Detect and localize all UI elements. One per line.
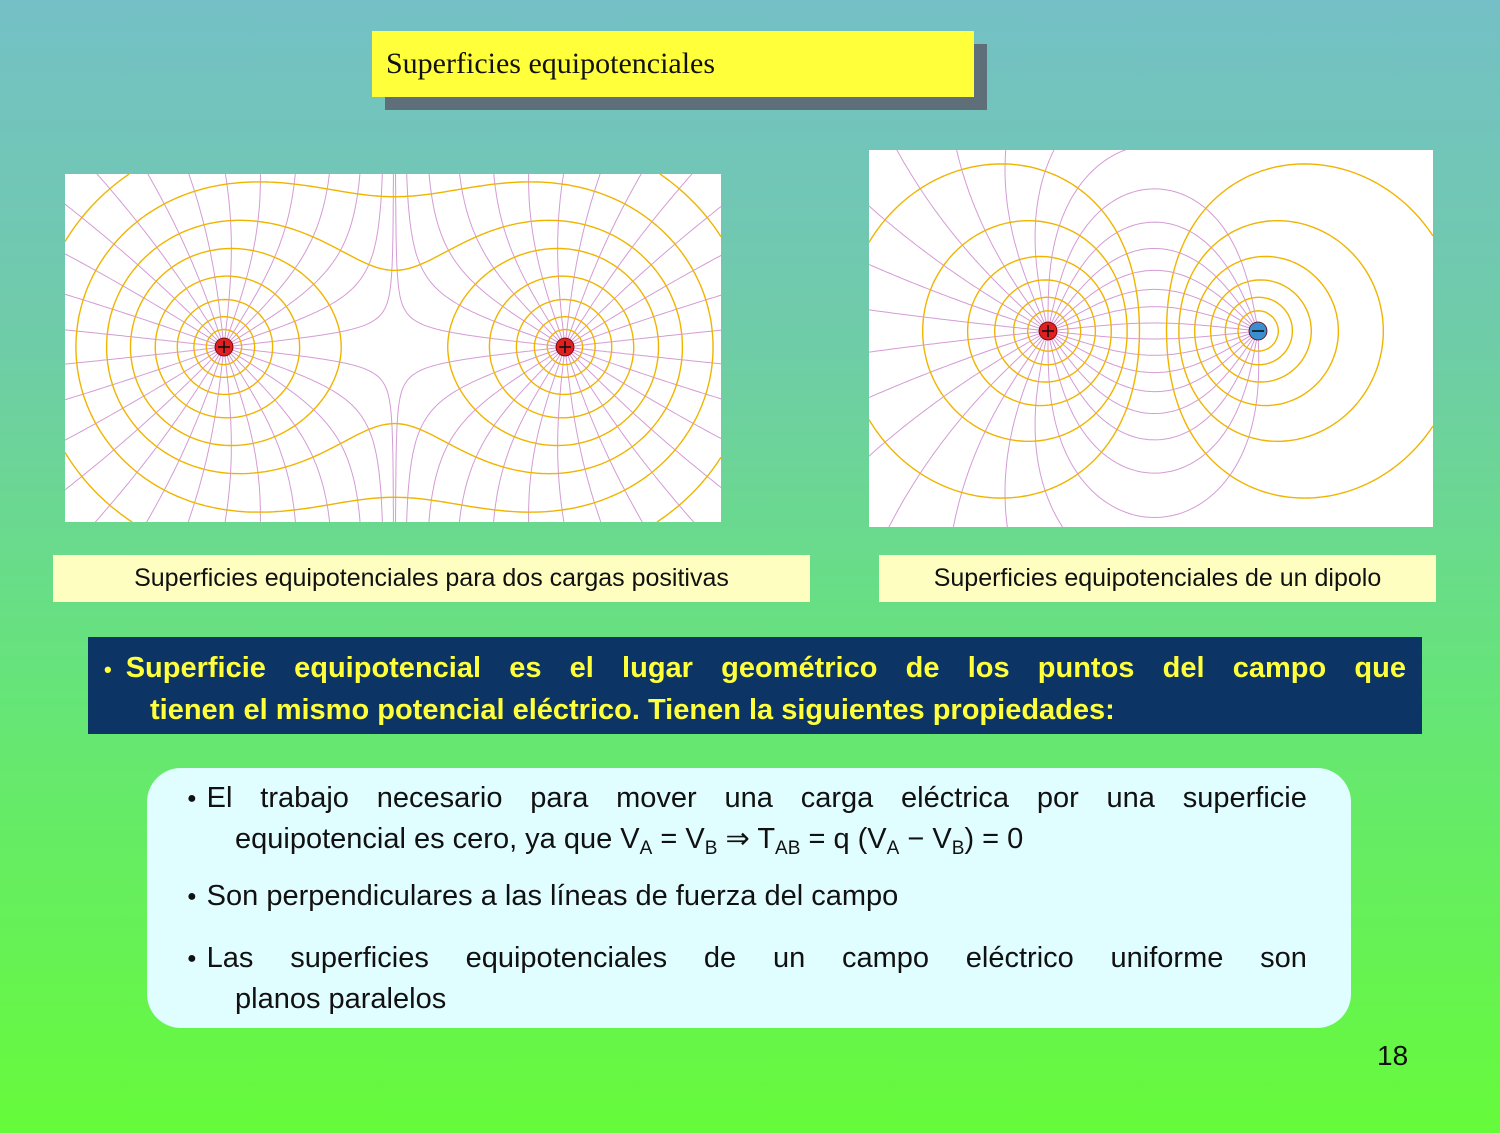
- field-line: [894, 150, 1043, 327]
- field-line: [224, 353, 232, 522]
- field-line: [459, 351, 561, 522]
- field-line: [429, 350, 560, 522]
- definition-word: campo: [1232, 652, 1327, 684]
- field-line: [1054, 307, 1255, 330]
- two-positive-charges-svg: [65, 174, 721, 522]
- field-line: [1049, 335, 1257, 473]
- equipotential-line: [869, 164, 1140, 498]
- left-caption-text: Superficies equipotenciales para dos cargas positivas: [134, 564, 729, 592]
- property-1-word: una: [724, 782, 773, 814]
- field-line: [1054, 331, 1254, 339]
- property-bullet: ●: [187, 950, 197, 968]
- field-line: [92, 174, 220, 342]
- equipotential-line: [194, 317, 595, 378]
- property-3-word: Las: [206, 942, 254, 974]
- equipotential-line: [1179, 221, 1383, 442]
- definition-word: que: [1354, 652, 1406, 684]
- equipotential-line: [76, 182, 713, 512]
- property-1-word: por: [1036, 782, 1079, 814]
- field-line: [1052, 249, 1257, 329]
- definition-word: puntos: [1037, 652, 1135, 684]
- equipotential-line: [177, 300, 611, 395]
- definition-line-1: [104, 648, 1406, 690]
- field-line: [558, 353, 566, 522]
- equipotential-line: [1167, 164, 1434, 498]
- property-3-line-2: planos paralelos: [235, 983, 447, 1016]
- field-line: [1052, 333, 1257, 413]
- field-line: [886, 335, 1044, 527]
- property-bullet: ●: [187, 790, 197, 808]
- property-1-word: eléctrica: [901, 782, 1010, 814]
- dipole-diagram: [869, 150, 1433, 527]
- property-perpendicular: ● Son perpendiculares a las líneas de fuerza del campo: [187, 876, 1307, 917]
- definition-word: equipotencial: [294, 652, 482, 684]
- property-3-line-1: [187, 938, 1307, 979]
- left-figure-caption: [53, 555, 810, 602]
- definition-line-2: tienen el mismo potencial eléctrico. Tienen la siguientes propiedades:: [150, 694, 1115, 726]
- field-line: [869, 200, 1043, 328]
- field-line: [569, 201, 721, 343]
- definition-word: geométrico: [721, 652, 878, 684]
- equipotential-line: [923, 221, 1127, 442]
- right-caption-text: Superficies equipotenciales de un dipolo: [933, 564, 1382, 592]
- field-line: [429, 174, 560, 344]
- property-1-word: mover: [616, 782, 697, 814]
- definition-word: los: [967, 652, 1010, 684]
- field-line: [396, 174, 559, 346]
- equipotential-line: [206, 329, 582, 364]
- definition-box: [88, 637, 1422, 734]
- two-positive-charges-diagram: [65, 174, 721, 522]
- property-3-word: equipotenciales: [465, 942, 668, 974]
- field-line: [230, 174, 393, 346]
- property-1-line-1: [187, 778, 1307, 819]
- property-1-word: necesario: [376, 782, 503, 814]
- property-1-lead: [187, 778, 232, 819]
- field-line: [407, 174, 560, 345]
- field-line: [869, 334, 1043, 462]
- property-1-line-2: equipotencial es cero, ya que $V_A = V_B$ ⇒ $T_{AB} = q$ $(V_A - V_B) = 0$: [235, 823, 1024, 860]
- field-line: [568, 174, 696, 342]
- field-line: [1049, 189, 1257, 327]
- definition-word: del: [1162, 652, 1205, 684]
- field-line: [144, 174, 223, 341]
- field-line: [406, 349, 559, 522]
- field-line: [567, 353, 646, 522]
- property-work-zero: [187, 778, 1307, 859]
- field-line: [65, 199, 220, 343]
- slide-title-text: Superficies equipotenciales: [386, 47, 716, 80]
- property-3-word: un: [772, 942, 806, 974]
- property-1-word: superficie: [1182, 782, 1307, 814]
- field-line: [65, 350, 219, 444]
- field-line: [1054, 332, 1255, 355]
- property-bullet: ●: [187, 888, 197, 906]
- properties-box: [147, 768, 1351, 1028]
- property-1-word: trabajo: [260, 782, 349, 814]
- property-3-word: de: [703, 942, 737, 974]
- definition-bullet: •: [104, 657, 112, 682]
- property-uniform-field: [187, 938, 1307, 1019]
- definition-word: lugar: [622, 652, 693, 684]
- field-line: [228, 174, 330, 343]
- field-line: [567, 174, 646, 341]
- field-line: [396, 348, 559, 522]
- property-3-word: eléctrico: [965, 942, 1074, 974]
- property-3-word: campo: [841, 942, 930, 974]
- field-line: [569, 351, 721, 493]
- field-line: [230, 174, 383, 345]
- field-line: [229, 350, 360, 522]
- field-line: [65, 250, 219, 344]
- definition-lead: [104, 648, 266, 690]
- definition-word: el: [569, 652, 594, 684]
- field-line: [1054, 323, 1254, 331]
- definition-word: de: [905, 652, 940, 684]
- slide-title: [372, 31, 974, 97]
- field-line: [229, 174, 360, 344]
- property-1-word: carga: [800, 782, 874, 814]
- page-number: 18: [1377, 1040, 1409, 1071]
- field-line: [558, 174, 565, 341]
- property-3-lead: [187, 938, 253, 979]
- dipole-svg: [869, 150, 1433, 527]
- property-1-word: para: [530, 782, 589, 814]
- field-line: [230, 349, 383, 522]
- field-line: [1035, 337, 1067, 527]
- property-1-word: una: [1106, 782, 1155, 814]
- equipotential-line: [107, 220, 683, 473]
- property-3-word: uniforme: [1110, 942, 1224, 974]
- field-line: [228, 351, 330, 522]
- field-line: [224, 174, 231, 341]
- definition-word: Superficie: [125, 652, 266, 684]
- field-line: [230, 348, 393, 522]
- property-1-word: El: [206, 782, 233, 814]
- field-line: [955, 150, 1044, 326]
- field-line: [65, 351, 220, 495]
- definition-word: es: [509, 652, 542, 684]
- property-3-word: superficies: [290, 942, 429, 974]
- field-line: [144, 353, 223, 522]
- field-line: [459, 174, 561, 343]
- property-3-word: son: [1260, 942, 1307, 974]
- right-figure-caption: [879, 555, 1436, 602]
